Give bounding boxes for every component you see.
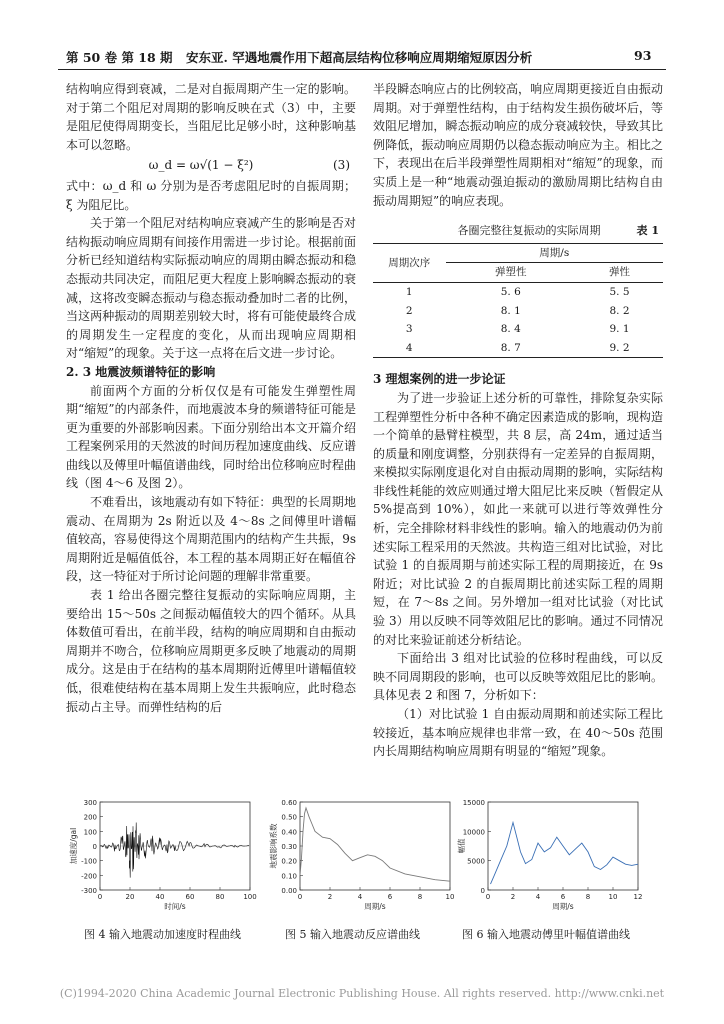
header-rule bbox=[58, 69, 666, 70]
y-tick-label: 0.60 bbox=[281, 799, 297, 807]
cell: 5. 5 bbox=[609, 285, 630, 298]
col-header-period: 周期/s bbox=[446, 243, 664, 263]
y-tick-label: -100 bbox=[81, 857, 97, 866]
running-title: 安东亚. 罕遇地震作用下超高层结构位移响应周期缩短原因分析 bbox=[186, 50, 533, 65]
table-caption bbox=[373, 222, 663, 241]
table-row bbox=[373, 339, 663, 358]
y-tick-label: 10000 bbox=[462, 828, 485, 837]
y-tick-label: 0 bbox=[92, 843, 97, 851]
figure-6-chart bbox=[452, 796, 652, 920]
journal-issue: 第 50 卷 第 18 期 bbox=[66, 50, 173, 65]
x-tick-label: 0 bbox=[485, 893, 491, 901]
cell: 9. 2 bbox=[576, 339, 663, 358]
y-tick-label: 0.30 bbox=[281, 843, 297, 851]
figure-5-chart bbox=[268, 796, 464, 920]
figure-5-caption: 图 5 输入地震动反应谱曲线 bbox=[285, 928, 420, 941]
x-tick-label: 4 bbox=[535, 893, 541, 901]
table-1 bbox=[373, 243, 663, 359]
section-heading: 3 理想案例的进一步论证 bbox=[373, 372, 506, 387]
equation-3 bbox=[66, 156, 356, 175]
paragraph: 不难看出，该地震动有如下特征：典型的长周期地震动、在周期为 2s 附近以及 4～8s 之间傅里叶谱幅值较高，容易使得这个周期范围内的结构产生共振，9s 周期附近是幅值低谷，本工程的基本周期正好在幅值谷段，这一特征对于所讨论问题的理解非常重要。 bbox=[66, 495, 356, 584]
y-tick-label: 0 bbox=[480, 887, 485, 895]
x-tick-label: 2 bbox=[510, 893, 516, 901]
x-tick-label: 10 bbox=[445, 893, 455, 901]
y-tick-label: 0.00 bbox=[281, 887, 297, 895]
x-tick-label: 4 bbox=[357, 893, 363, 901]
y-axis-label: 地震影响系数 bbox=[269, 823, 278, 869]
x-tick-label: 60 bbox=[185, 893, 195, 901]
figure-6-caption: 图 6 输入地震动傅里叶幅值谱曲线 bbox=[462, 928, 630, 941]
equation-body: ω_d = ω√(1 − ξ²) bbox=[148, 158, 254, 173]
x-tick-label: 80 bbox=[215, 893, 225, 901]
paragraph: 半段瞬态响应占的比例较高，响应周期更接近自由振动周期。对于弹塑性结构，由于结构发生损伤破坏后，等效阻尼增加，瞬态振动响应的成分衰减较快，导致其比例降低，振动响应周期仍以稳态振动响应为主。相比之下，表现出在后半段弹塑性周期相对“缩短”的现象，而实质上是一种“地震动强迫振动的激励周期比结构自由振动周期短”的响应表现。 bbox=[373, 82, 663, 208]
x-tick-label: 12 bbox=[633, 893, 643, 901]
figure-4-caption: 图 4 输入地震动加速度时程曲线 bbox=[84, 928, 241, 941]
cell: 3 bbox=[405, 323, 413, 336]
y-tick-label: 300 bbox=[83, 799, 97, 807]
copyright-footer: (C)1994-2020 China Academic Journal Electronic Publishing House. All rights reserved. http://www.cnki.net bbox=[59, 987, 665, 1000]
y-axis-label: 幅值 bbox=[457, 838, 466, 854]
cell: 8. 1 bbox=[500, 304, 521, 317]
equation-number: (3) bbox=[333, 158, 350, 173]
x-axis-label: 周期/s bbox=[552, 902, 574, 911]
series-line bbox=[300, 808, 450, 881]
x-tick-label: 8 bbox=[417, 893, 423, 901]
paragraph: 前面两个方面的分析仅仅是有可能发生弹塑性周期“缩短”的内部条件，而地震波本身的频谱特征可能是更为重要的外部影响因素。下面分别给出本文开篇介绍工程案例采用的天然波的时间历程加速度曲线、反应谱曲线以及傅里叶幅值谱曲线，同时给出位移响应时程曲线（图 4～6 及图 2）。 bbox=[66, 383, 356, 491]
y-tick-label: 0.20 bbox=[281, 857, 297, 866]
y-tick-label: 100 bbox=[83, 828, 97, 837]
y-axis-label: 加速度/gal bbox=[69, 827, 78, 865]
x-tick-label: 6 bbox=[560, 893, 566, 901]
paragraph: 结构响应得到衰减，二是对自振周期产生一定的影响。对于第二个阻尼对周期的影响反映在式（3）中，主要是阻尼使得周期变长，当阻尼比足够小时，这种影响基本可以忽略。 bbox=[66, 82, 356, 152]
section-heading: 2. 3 地震波频谱特征的影响 bbox=[66, 364, 216, 379]
cell: 8. 2 bbox=[609, 304, 630, 317]
table-label: 表 1 bbox=[636, 224, 659, 238]
paragraph: 下面给出 3 组对比试验的位移时程曲线，可以反映不同周期段的影响，也可以反映等效阻尼比的影响。具体见表 2 和图 7，分析如下： bbox=[373, 651, 663, 703]
plot-frame bbox=[300, 802, 450, 890]
y-tick-label: -300 bbox=[81, 887, 97, 895]
x-axis-label: 时间/s bbox=[164, 902, 186, 911]
x-axis-label: 周期/s bbox=[364, 902, 386, 911]
x-tick-label: 0 bbox=[97, 893, 103, 901]
table-title: 各圈完整往复振动的实际周期 bbox=[457, 224, 601, 238]
paragraph: （1）对比试验 1 自由振动周期和前述实际工程比较接近，基本响应规律也非常一致，在 40～50s 范围内长周期结构响应周期有明显的“缩短”现象。 bbox=[373, 707, 663, 759]
y-tick-label: 0.50 bbox=[281, 813, 297, 822]
x-tick-label: 20 bbox=[125, 893, 135, 901]
paragraph: 关于第一个阻尼对结构响应衰减产生的影响是否对结构振动响应周期有间接作用需进一步讨论。根据前面分析已经知道结构实际振动响应的周期由瞬态振动和稳态振动共同决定，而阻尼更大程度上影响瞬态振动的衰减，这将改变瞬态振动与稳态振动叠加时二者的比例，当这两种振动的周期差别较大时，将有可能使最终合成的周期发生一定程度的变化，从而出现响应周期相对“缩短”的现象。关于这一点将在后文进一步讨论。 bbox=[66, 216, 356, 361]
paragraph: 式中：ω_d 和 ω 分别为是否考虑阻尼时的自振周期；ξ 为阻尼比。 bbox=[66, 178, 356, 212]
y-tick-label: 0.40 bbox=[281, 828, 297, 837]
y-tick-label: -200 bbox=[81, 872, 97, 881]
cell: 4 bbox=[373, 339, 446, 358]
y-tick-label: 200 bbox=[83, 813, 97, 822]
col-header-elastic: 弹性 bbox=[576, 263, 663, 283]
table-row bbox=[373, 320, 663, 339]
cell: 1 bbox=[405, 285, 413, 298]
y-tick-label: 15000 bbox=[462, 799, 485, 807]
x-tick-label: 0 bbox=[297, 893, 303, 901]
cell: 2 bbox=[405, 304, 413, 317]
col-header-elastoplastic: 弹塑性 bbox=[446, 263, 577, 283]
x-tick-label: 2 bbox=[327, 893, 333, 901]
paragraph: 为了进一步验证上述分析的可靠性，排除复杂实际工程弹塑性分析中各种不确定因素造成的影响，现构造一个简单的悬臂柱模型，共 8 层，高 24m，通过适当的质量和刚度调整，分别获得有一定差异的自振周期，来模拟实际刚度退化对自由振动周期的影响，实际结构非线性耗能的效应则通过增大阻尼比来反映（暂假定从 5%提高到 10%），如此一来就可以进行等效弹性分析，完全排除材料非线性的影响。输入的地震动仍为前述实际工程采用的天然波。共构造三组对比试验，对比试验 1 的自振周期与前述实际工程的周期接近，在 9s 附近；对比试验 2 的自振周期比前述实际工程的周期短，在 7～8s 之间。另外增加一组对比试验（对比试验 3）用以反映不同等效阻尼比的影响。通过不同情况的对比来验证前述分析结论。 bbox=[373, 390, 663, 647]
left-column bbox=[66, 80, 356, 716]
series-line bbox=[100, 823, 249, 878]
series-line bbox=[491, 823, 639, 885]
y-tick-label: 5000 bbox=[467, 857, 485, 866]
table-row bbox=[373, 302, 663, 321]
cell: 9. 1 bbox=[609, 323, 630, 336]
paragraph: 表 1 给出各圈完整往复振动的实际响应周期，主要给出 15～50s 之间振动幅值较大的四个循环。从具体数值可看出，在前半段，结构的响应周期和自由振动周期并不吻合，位移响应周期更多反映了地震动的周期成分。这是由于在结构的基本周期附近傅里叶谱幅值较低，很难使结构在基本周期上发生共振响应，此时稳态振动占主导。而弹性结构的后 bbox=[66, 588, 356, 714]
y-tick-label: 0.10 bbox=[281, 872, 297, 881]
right-column bbox=[373, 80, 663, 761]
col-header-order: 周期次序 bbox=[373, 243, 446, 282]
cell: 5. 6 bbox=[500, 285, 521, 298]
figure-4-chart bbox=[66, 796, 262, 920]
x-tick-label: 10 bbox=[608, 893, 618, 901]
page-number: 93 bbox=[634, 48, 652, 63]
table-row bbox=[373, 282, 663, 301]
x-tick-label: 6 bbox=[387, 893, 393, 901]
cell: 8. 4 bbox=[500, 323, 521, 336]
x-tick-label: 100 bbox=[243, 893, 257, 901]
x-tick-label: 8 bbox=[585, 893, 591, 901]
cell: 8. 7 bbox=[446, 339, 577, 358]
x-tick-label: 40 bbox=[155, 893, 165, 901]
